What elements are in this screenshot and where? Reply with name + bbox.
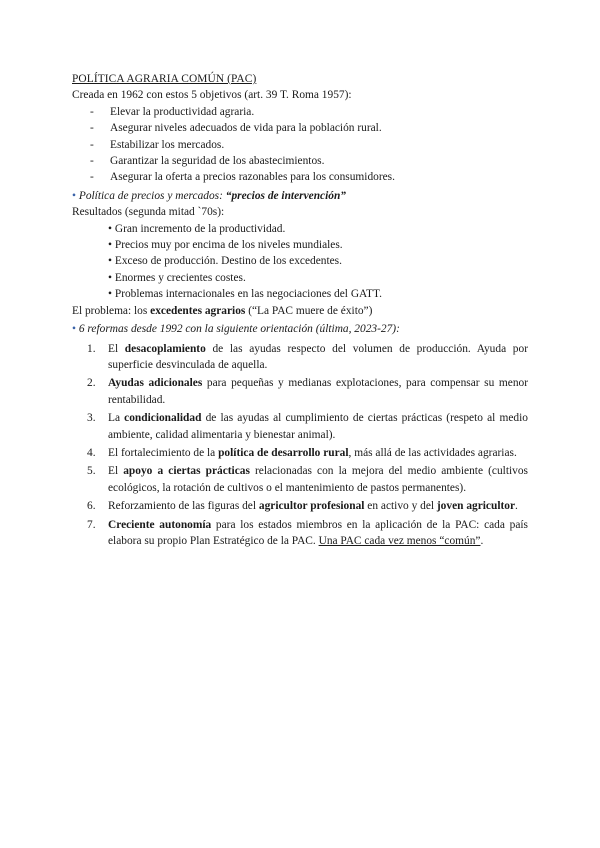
list-item-text: Estabilizar los mercados. xyxy=(110,138,225,151)
list-item: 1. El desacoplamiento de las ayudas respecto del volumen de producción. Ayuda por superficie desvinculada de aquella. xyxy=(87,342,528,371)
bullet-marker: • xyxy=(108,222,112,235)
dash-marker: - xyxy=(90,155,94,168)
section-label: 6 reformas desde 1992 con la siguiente orientación (última, 2023-27): xyxy=(78,323,400,336)
section-heading-reforms xyxy=(72,321,528,337)
objectives-list xyxy=(72,104,528,186)
bullet-marker: • xyxy=(72,189,76,202)
list-item-text: Enormes y crecientes costes. xyxy=(114,271,246,284)
list-item xyxy=(72,137,528,153)
section-label: Política de precios y mercados: xyxy=(78,189,226,202)
list-item xyxy=(72,169,528,185)
list-item-text: Elevar la productividad agraria. xyxy=(110,105,255,118)
dash-marker: - xyxy=(90,105,94,118)
list-item-text: Exceso de producción. Destino de los excedentes. xyxy=(114,255,342,268)
list-item: 4. El fortalecimiento de la política de desarrollo rural, más allá de las actividades agrarias. xyxy=(87,446,517,459)
document-page xyxy=(72,71,528,551)
dash-marker: - xyxy=(90,122,94,135)
list-item: 6. Reforzamiento de las figuras del agricultor profesional en activo y del joven agricultor. xyxy=(87,500,518,513)
document-title: POLÍTICA AGRARIA COMÚN (PAC) xyxy=(72,73,257,85)
problem-statement: El problema: los excedentes agrarios (“La PAC muere de éxito”) xyxy=(72,304,373,317)
list-item xyxy=(72,253,528,269)
section-quote: “precios de intervención” xyxy=(225,189,346,202)
list-item: 3. La condicionalidad de las ayudas al cumplimiento de ciertas prácticas (respeto al medio ambiente, calidad alimentaria y bienestar animal). xyxy=(87,412,528,441)
list-item-text: Garantizar la seguridad de los abastecimientos. xyxy=(110,155,325,168)
list-item xyxy=(72,120,528,136)
bullet-marker: • xyxy=(108,271,112,284)
list-item xyxy=(72,221,528,237)
list-item-text: Problemas internacionales en las negociaciones del GATT. xyxy=(114,288,382,301)
list-item-text: Asegurar la oferta a precios razonables para los consumidores. xyxy=(110,171,395,184)
list-item-text: Gran incremento de la productividad. xyxy=(114,222,286,235)
section-heading-prices xyxy=(72,188,528,204)
intro-text: Creada en 1962 con estos 5 objetivos (art. 39 T. Roma 1957): xyxy=(72,89,352,102)
dash-marker: - xyxy=(90,138,94,151)
dash-marker: - xyxy=(90,171,94,184)
underlined-conclusion: Una PAC cada vez menos “común” xyxy=(318,534,481,547)
list-item xyxy=(72,153,528,169)
bullet-marker: • xyxy=(108,288,112,301)
results-list xyxy=(72,221,528,303)
list-item: 2. Ayudas adicionales para pequeñas y medianas explotaciones, para compensar su menor rentabilidad. xyxy=(87,377,529,406)
bullet-marker: • xyxy=(108,255,112,268)
list-item xyxy=(72,237,528,253)
list-item xyxy=(72,286,528,302)
reforms-list xyxy=(72,341,528,550)
problem-bold: excedentes agrarios xyxy=(150,304,246,317)
bullet-marker: • xyxy=(72,323,76,336)
list-item: 5. El apoyo a ciertas prácticas relacionadas con la mejora del medio ambiente (cultivos ecológicos, la rotación de cultivos o el mantenimiento de pastos permanentes). xyxy=(87,465,528,494)
list-item xyxy=(72,104,528,120)
list-item: 7. Creciente autonomía para los estados miembros en la aplicación de la PAC: cada país elabora su propio Plan Estratégico de la PAC. Una PAC cada vez menos “común”. xyxy=(87,518,528,547)
bullet-marker: • xyxy=(108,239,112,252)
results-label: Resultados (segunda mitad `70s): xyxy=(72,206,225,219)
list-item xyxy=(72,270,528,286)
list-item-text: Asegurar niveles adecuados de vida para la población rural. xyxy=(110,122,382,135)
list-item-text: Precios muy por encima de los niveles mundiales. xyxy=(114,239,343,252)
